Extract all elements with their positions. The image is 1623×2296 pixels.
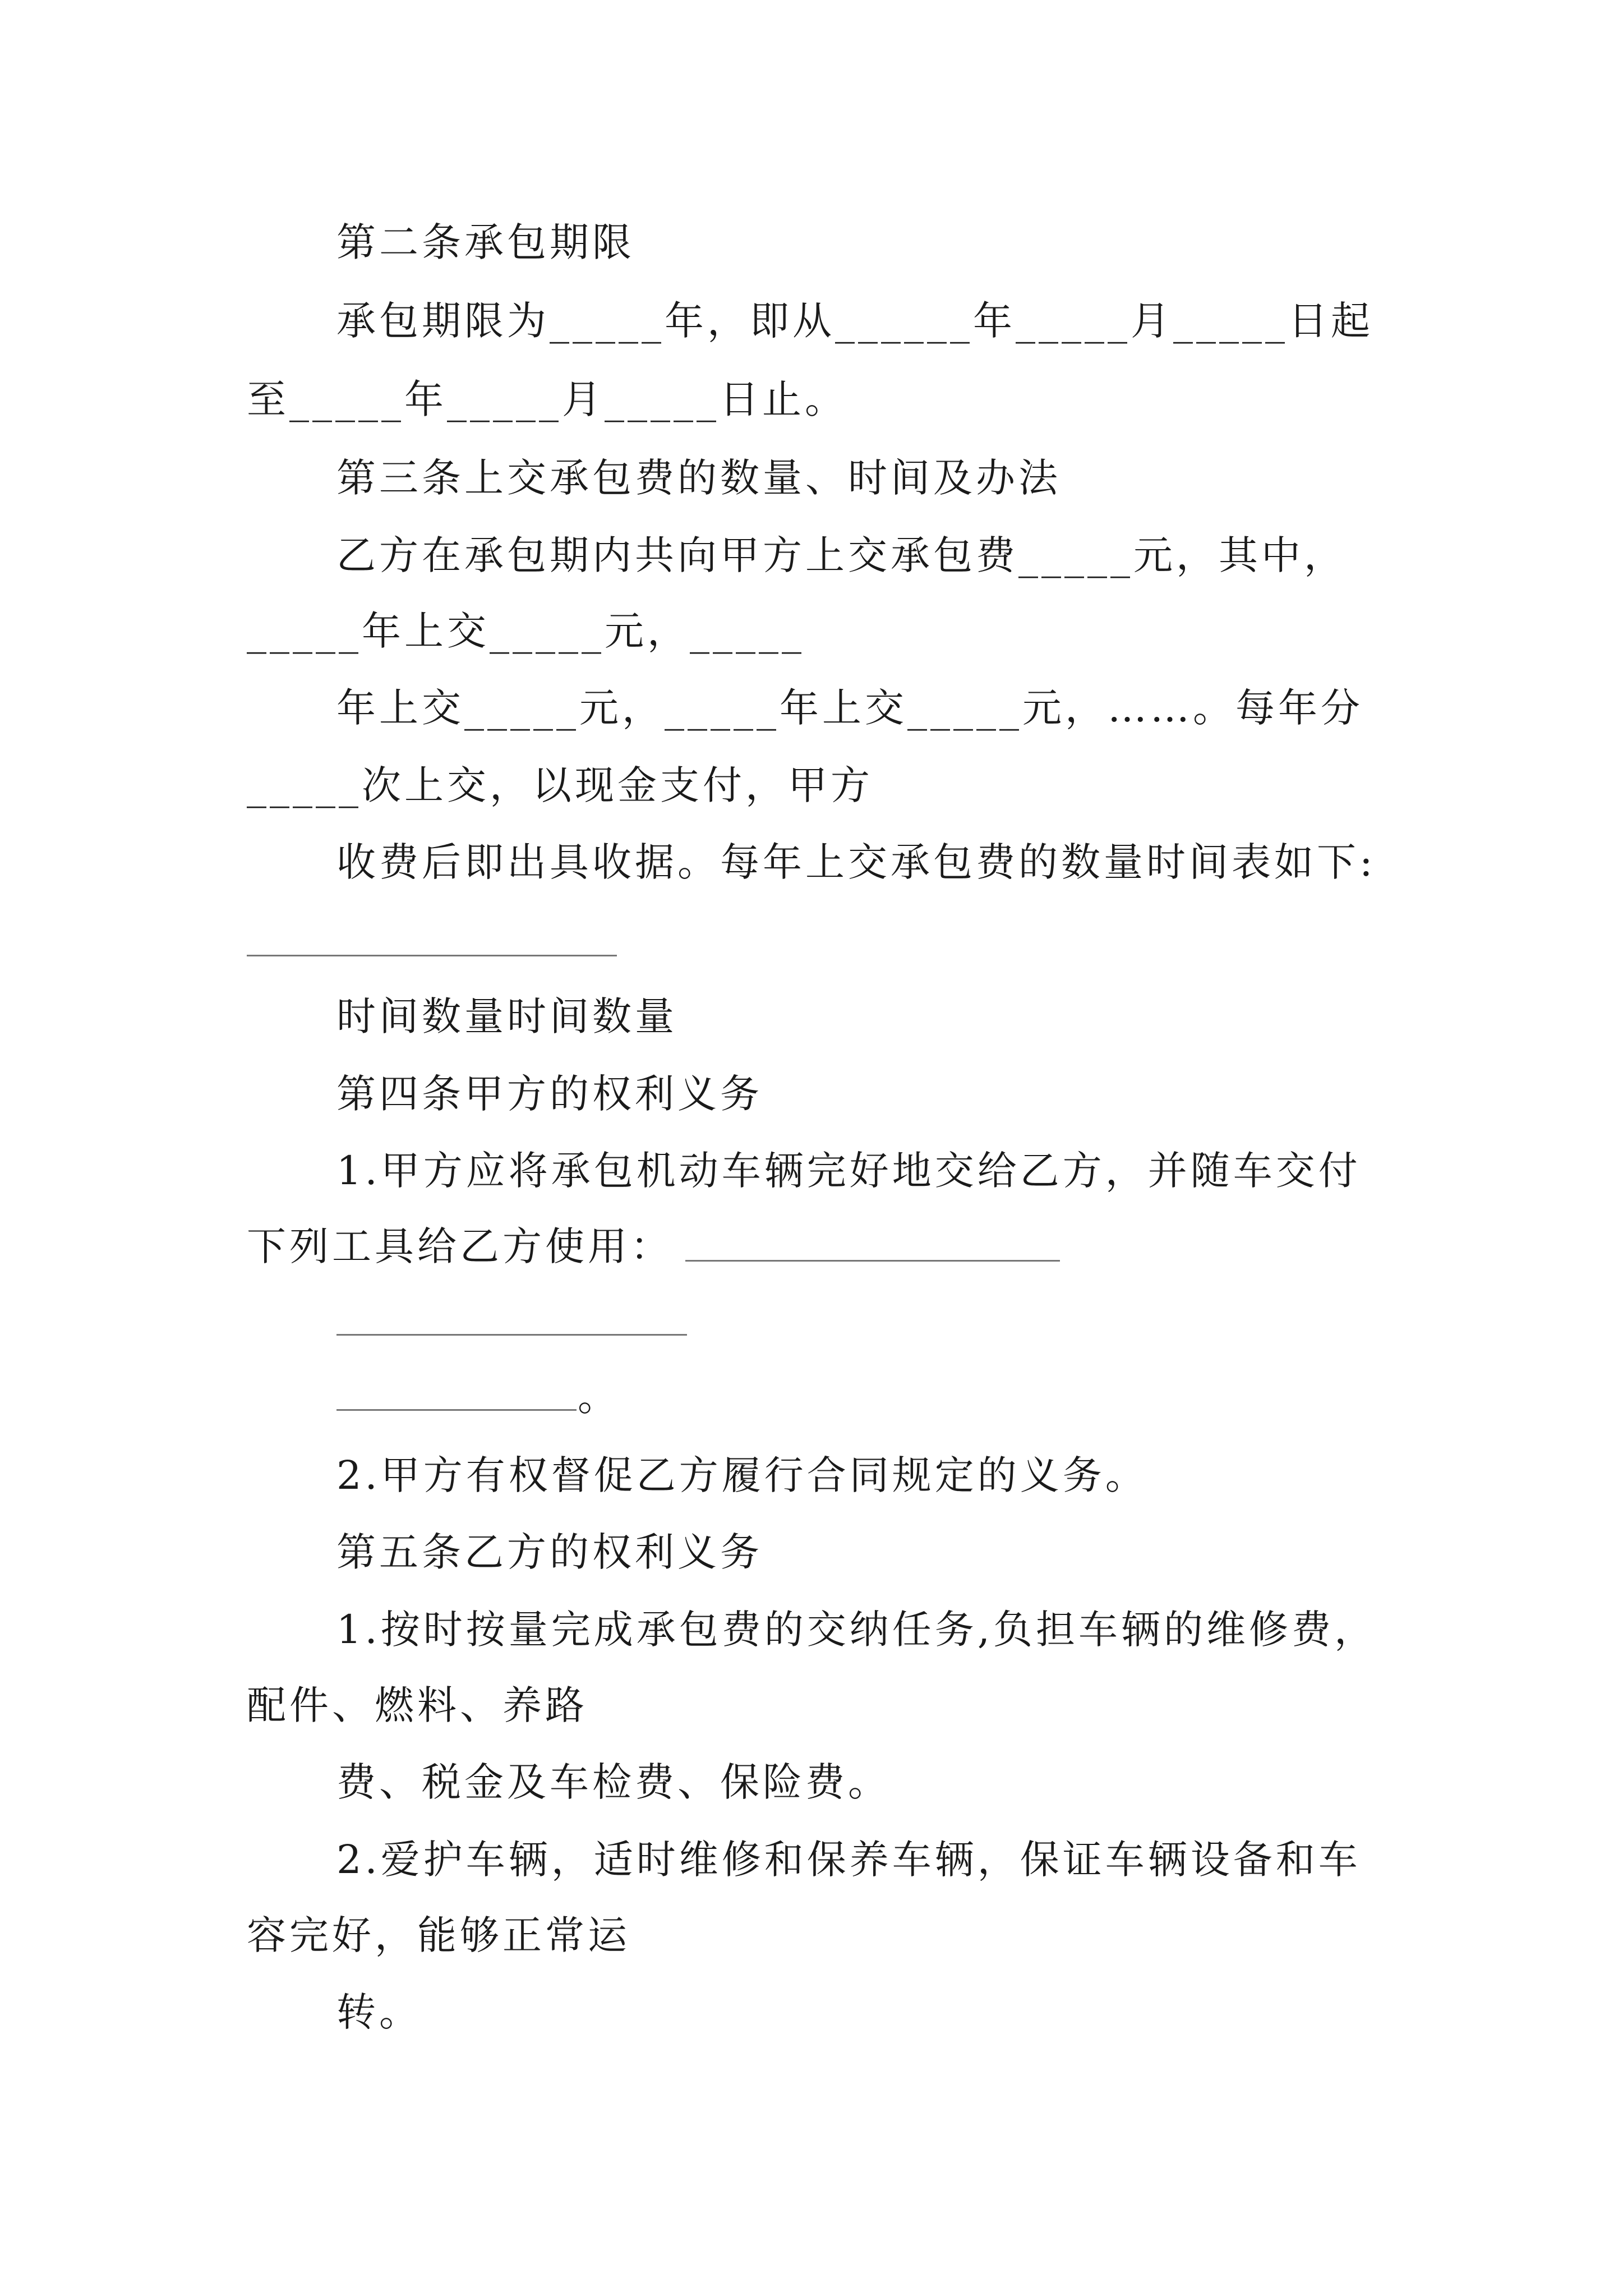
tools-blank-3: [336, 1409, 577, 1411]
tools-period: 。: [578, 1374, 620, 1420]
schedule-rule: [247, 955, 617, 956]
article-5-heading: 第五条乙方的权利义务: [336, 1529, 763, 1575]
article-5-item-2-line-1: 2.爱护车辆，适时维修和保养车辆，保证车辆设备和车: [336, 1837, 1361, 1883]
article-4-heading: 第四条甲方的权利义务: [336, 1071, 763, 1117]
article-5-item-2-line-2: 容完好，能够正常运: [247, 1912, 630, 1958]
article-3-line-3: 年上交_____元，_____年上交_____元，……。每年分: [336, 685, 1363, 731]
contract-term-line-1: 承包期限为_____年，即从______年_____月_____日起: [336, 298, 1373, 344]
article-3-line-4: _____次上交，以现金支付，甲方: [247, 762, 873, 808]
article-5-item-2-line-3: 转。: [336, 1989, 422, 2035]
tools-blank-1: [685, 1260, 1060, 1262]
article-5-item-1-line-1: 1.按时按量完成承包费的交纳任务,负担车辆的维修费，: [336, 1607, 1377, 1653]
article-3-line-2: _____年上交_____元，_____: [247, 608, 805, 654]
contract-term-line-2: 至_____年_____月_____日止。: [247, 376, 847, 422]
article-3-line-1: 乙方在承包期内共向甲方上交承包费_____元，其中，: [336, 532, 1347, 578]
article-4-item-1-line-2: 下列工具给乙方使用：: [247, 1223, 673, 1269]
article-5-item-1-line-2: 配件、燃料、养路: [247, 1682, 588, 1728]
article-3-line-5: 收费后即出具收据。每年上交承包费的数量时间表如下:: [336, 839, 1376, 885]
schedule-header: 时间数量时间数量: [336, 993, 677, 1039]
article-4-item-2: 2.甲方有权督促乙方履行合同规定的义务。: [336, 1452, 1148, 1498]
article-2-heading: 第二条承包期限: [336, 219, 635, 265]
article-3-heading: 第三条上交承包费的数量、时间及办法: [336, 455, 1061, 501]
article-4-item-1-line-1: 1.甲方应将承包机动车辆完好地交给乙方，并随车交付: [336, 1148, 1361, 1194]
article-5-item-1-line-3: 费、税金及车检费、保险费。: [336, 1759, 891, 1805]
tools-blank-2: [336, 1334, 687, 1336]
